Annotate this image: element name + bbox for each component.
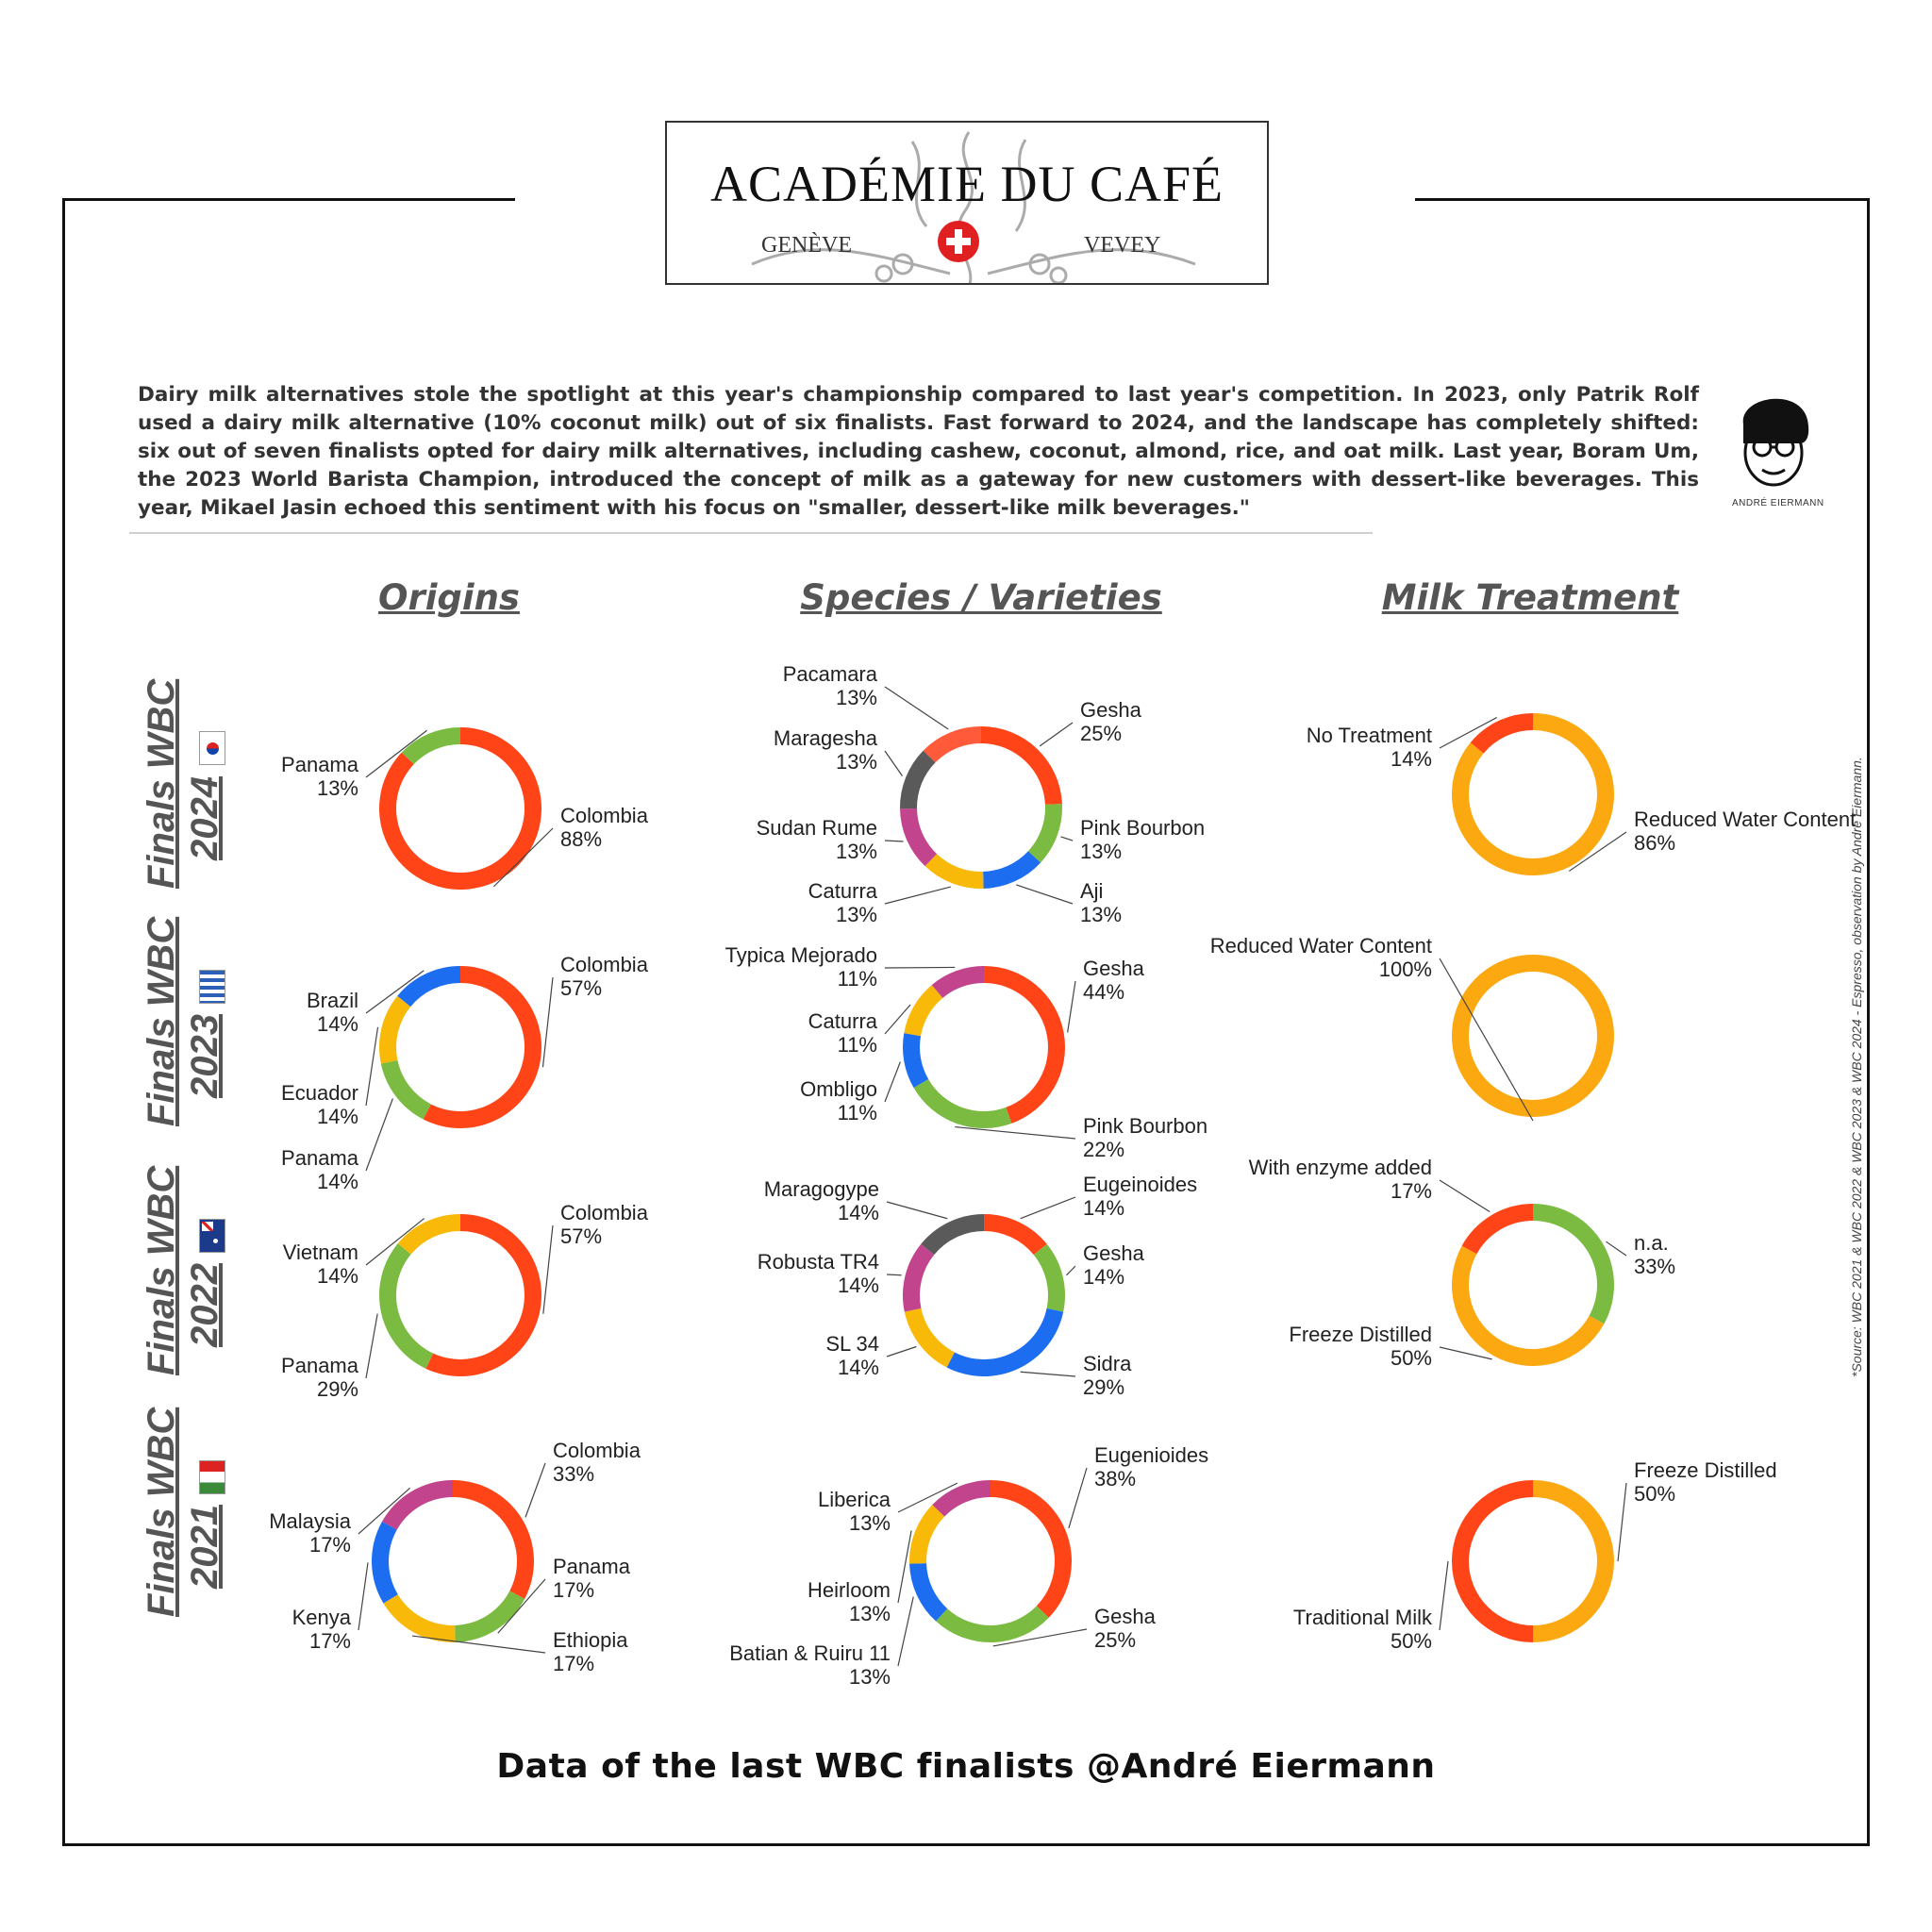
origins-2021-donut [269,1439,641,1675]
slice-percent-label: 25% [1094,1628,1137,1652]
leader-line [1440,1180,1490,1212]
slice-name-label: Colombia [560,953,648,976]
slice-percent-label: 13% [835,750,877,774]
slice-traditional-milk [1452,1480,1533,1642]
slice-name-label: Eugenioides [1094,1443,1209,1467]
slice-colombia [425,1214,541,1376]
origins-2022-donut [281,1201,649,1401]
slice-freeze-distilled [1533,1480,1614,1642]
leader-line [1068,981,1075,1032]
leader-line [887,1202,947,1219]
slice-reduced-water-content [1452,955,1614,1117]
leader-line [1440,1561,1448,1630]
leader-line [366,1027,378,1106]
slice-caturra [925,854,984,889]
slice-name-label: Heirloom [807,1578,891,1602]
leader-line [1066,1266,1075,1275]
row-label-year: 2021 [184,1505,225,1589]
row-label-year: 2023 [184,1014,225,1098]
slice-name-label: Gesha [1083,1241,1144,1265]
slice-percent-label: 13% [1080,840,1123,863]
slice-percent-label: 13% [848,1665,891,1689]
slice-name-label: Gesha [1094,1605,1156,1628]
slice-name-label: Reduced Water Content [1209,934,1432,958]
slice-maragesha [900,751,936,809]
slice-name-label: Kenya [291,1606,351,1629]
row-label-year: 2024 [184,776,225,860]
slice-percent-label: 13% [835,840,877,863]
logo-city-left: GENÈVE [761,233,852,258]
slice-brazil [397,966,460,1007]
leader-line [543,1225,553,1314]
logo-city-right: VEVEY [1084,233,1161,258]
slice-percent-label: 14% [1083,1265,1125,1289]
slice-percent-label: 17% [308,1533,351,1557]
leader-line [1606,1241,1626,1256]
slice-name-label: Panama [281,753,358,776]
slice-percent-label: 38% [1094,1467,1137,1491]
slice-heirloom [909,1505,944,1564]
slice-ombligo [903,1033,928,1088]
column-title-milk: Milk Treatment [1381,577,1679,618]
leader-line [1618,1483,1626,1561]
slice-name-label: SL 34 [825,1332,879,1356]
slice-percent-label: 14% [316,1012,358,1036]
slice-colombia [424,966,541,1128]
slice-caturra [904,985,942,1036]
leader-line [1069,1468,1087,1528]
slice-liberica [932,1480,991,1517]
slice-name-label: Pink Bourbon [1080,816,1206,840]
slice-name-label: Gesha [1080,698,1141,722]
slice-no-treatment [1471,713,1533,754]
slice-name-label: Ecuador [281,1081,358,1105]
milk-2023-donut [1210,934,1614,1121]
slice-name-label: Panama [553,1555,630,1578]
slice-percent-label: 13% [848,1511,891,1535]
row-label-year: 2022 [184,1263,225,1347]
slice-name-label: Gesha [1083,957,1144,980]
leader-line [885,751,902,776]
slice-percent-label: 11% [837,1033,877,1057]
slice-percent-label: 14% [837,1274,879,1297]
leader-line [898,1530,911,1603]
species-2022-donut [758,1173,1197,1399]
leader-line [887,1274,902,1275]
logo-title: ACADÉMIE DU CAFÉ [709,156,1224,212]
slice-percent-label: 13% [848,1602,891,1625]
slice-percent-label: 14% [837,1201,879,1224]
slice-percent-label: 22% [1083,1138,1125,1161]
slice-name-label: Reduced Water Content [1634,808,1857,831]
slice-colombia [453,1480,534,1599]
slice-name-label: Colombia [553,1439,641,1462]
slice-name-label: No Treatment [1306,724,1432,747]
slice-percent-label: 57% [560,976,603,1000]
slice-name-label: Pink Bourbon [1083,1114,1208,1138]
origins-2024-donut [281,727,649,890]
leader-line [898,1597,913,1666]
slice-name-label: Caturra [808,1009,877,1033]
slice-name-label: Ombligo [800,1077,877,1101]
slice-percent-label: 17% [553,1578,595,1602]
slice-name-label: With enzyme added [1248,1156,1432,1179]
slice-percent-label: 14% [1083,1196,1125,1220]
slice-pink-bourbon [914,1079,1012,1128]
slice-percent-label: 88% [560,827,603,851]
slice-percent-label: 17% [553,1652,595,1675]
slice-batian-ruiru-11 [909,1563,947,1621]
slice-name-label: n.a. [1634,1231,1669,1255]
slice-percent-label: 50% [1390,1346,1432,1370]
slice-name-label: Batian & Ruiru 11 [729,1641,891,1665]
leader-line [1061,837,1073,841]
column-title-species: Species / Varieties [800,577,1162,618]
leader-line [525,1463,545,1517]
slice-sidra [947,1308,1064,1376]
slice-name-label: Brazil [306,989,358,1012]
slice-percent-label: 13% [835,903,877,926]
slice-maragogype [921,1214,984,1255]
row-label-title: Finals WBC [141,678,182,889]
slice-percent-label: 11% [837,967,877,991]
slice-percent-label: 25% [1080,722,1123,745]
milk-2021-donut [1293,1458,1777,1653]
slice-malaysia [382,1480,453,1530]
slice-name-label: Ethiopia [553,1628,628,1652]
leader-line [955,1127,1075,1139]
slice-name-label: Sidra [1083,1352,1132,1375]
slice-name-label: Malaysia [269,1509,351,1533]
slice-vietnam [398,1214,460,1255]
slice-name-label: Traditional Milk [1292,1606,1432,1629]
slice-with-enzyme-added [1462,1204,1533,1254]
slice-name-label: Pacamara [782,662,877,686]
slice-percent-label: 33% [1634,1255,1676,1278]
slice-percent-label: 13% [835,686,877,709]
slice-name-label: Vietnam [282,1241,358,1264]
slice-kenya [372,1522,398,1604]
leader-line [1016,885,1073,904]
slice-percent-label: 13% [316,776,358,800]
slice-aji [983,851,1041,889]
leader-line [885,967,955,968]
slice-ethiopia [383,1594,455,1642]
slice-name-label: Maragesha [773,726,877,750]
milk-2022-donut [1249,1156,1675,1370]
species-2024-donut [757,662,1206,926]
slice-n-a- [1533,1204,1614,1324]
slice-ecuador [379,996,410,1064]
slice-name-label: Panama [281,1146,358,1170]
slice-sudan-rume [900,808,937,866]
slice-gesha [936,1606,1049,1642]
slice-sl-34 [905,1308,955,1368]
row-label-title: Finals WBC [141,1165,182,1375]
intro-paragraph: Dairy milk alternatives stole the spotlight at this year's championship compared to last year's competition. In 2023, only Patrik Rolf used a dairy milk alternative (10% coconut milk) out of six finalists. Fast forward to 2024, and the landscape has completely shifted: six out of seven finalists opted for dairy milk alternatives, including cashew, coconut, almond, rice, and oat milk. Last year, Boram Um, the 2023 World Barista Champion, introduced the concept of milk as a gateway for new customers with dessert-like beverages. This year, Mikael Jasin echoed this sentiment with his focus on "smaller, dessert-like milk beverages." [138,383,1699,520]
column-title-origins: Origins [378,577,520,618]
leader-line [366,1099,392,1171]
slice-robusta-tr4 [903,1244,934,1312]
slice-panama [379,1243,433,1369]
leader-line [887,1347,916,1357]
slice-name-label: Robusta TR4 [757,1250,879,1274]
slice-percent-label: 17% [1390,1179,1432,1203]
slice-pacamara [924,726,981,762]
slice-percent-label: 11% [837,1101,877,1124]
slice-panama [455,1591,525,1642]
slice-percent-label: 50% [1634,1482,1676,1506]
slice-name-label: Caturra [808,879,877,903]
species-2023-donut [725,943,1208,1161]
slice-eugenioides [991,1480,1072,1618]
leader-line [412,1636,545,1653]
slice-percent-label: 14% [316,1105,358,1128]
slice-percent-label: 29% [1083,1375,1125,1399]
slice-name-label: Colombia [560,804,648,827]
slice-freeze-distilled [1452,1246,1604,1366]
milk-2024-donut [1307,713,1856,875]
origins-2023-donut [281,953,649,1193]
slice-percent-label: 100% [1378,958,1432,981]
leader-line [542,977,553,1067]
leader-line [885,1062,900,1102]
slice-percent-label: 44% [1083,980,1125,1004]
slice-percent-label: 86% [1634,831,1676,855]
leader-line [1040,723,1073,746]
footer-caption: Data of the last WBC finalists @André Eiermann [496,1747,1436,1786]
slice-percent-label: 33% [553,1462,595,1486]
slice-typica-mejorado [932,966,984,998]
slice-name-label: Freeze Distilled [1634,1458,1777,1482]
slice-name-label: Aji [1080,879,1104,903]
slice-percent-label: 13% [1080,903,1123,926]
slice-name-label: Panama [281,1354,358,1377]
leader-line [1021,1197,1075,1219]
slice-percent-label: 57% [560,1224,603,1248]
row-label-title: Finals WBC [141,1407,182,1617]
slice-name-label: Maragogype [763,1177,879,1201]
slice-eugeinoides [984,1214,1047,1255]
slice-name-label: Liberica [817,1488,891,1511]
slice-name-label: Freeze Distilled [1289,1323,1432,1346]
slice-name-label: Eugeinoides [1083,1173,1198,1196]
slice-name-label: Typica Mejorado [724,943,877,967]
slice-percent-label: 50% [1390,1629,1432,1653]
row-label-title: Finals WBC [141,916,182,1126]
leader-line [1021,1372,1075,1376]
slice-panama [402,727,460,764]
slice-gesha [984,966,1065,1124]
leader-line [366,1314,377,1378]
slice-name-label: Colombia [560,1201,648,1224]
slice-percent-label: 14% [837,1356,879,1379]
avatar-label: ANDRÉ EIERMANN [1732,498,1824,508]
leader-line [885,687,948,729]
slice-percent-label: 14% [316,1264,358,1288]
leader-line [358,1562,368,1630]
slice-name-label: Sudan Rume [756,816,877,840]
slice-percent-label: 17% [308,1629,351,1653]
leader-line [885,887,951,904]
slice-percent-label: 29% [316,1377,358,1401]
source-note: *Source: WBC 2021 & WBC 2022 & WBC 2023 & WBC 2024 - Espresso, observation by Andre Eiermann. [1849,757,1864,1377]
slice-pink-bourbon [1028,804,1062,862]
species-2021-donut [729,1443,1208,1689]
slice-gesha [1034,1244,1065,1312]
slice-percent-label: 14% [316,1170,358,1193]
slice-percent-label: 14% [1390,747,1432,771]
